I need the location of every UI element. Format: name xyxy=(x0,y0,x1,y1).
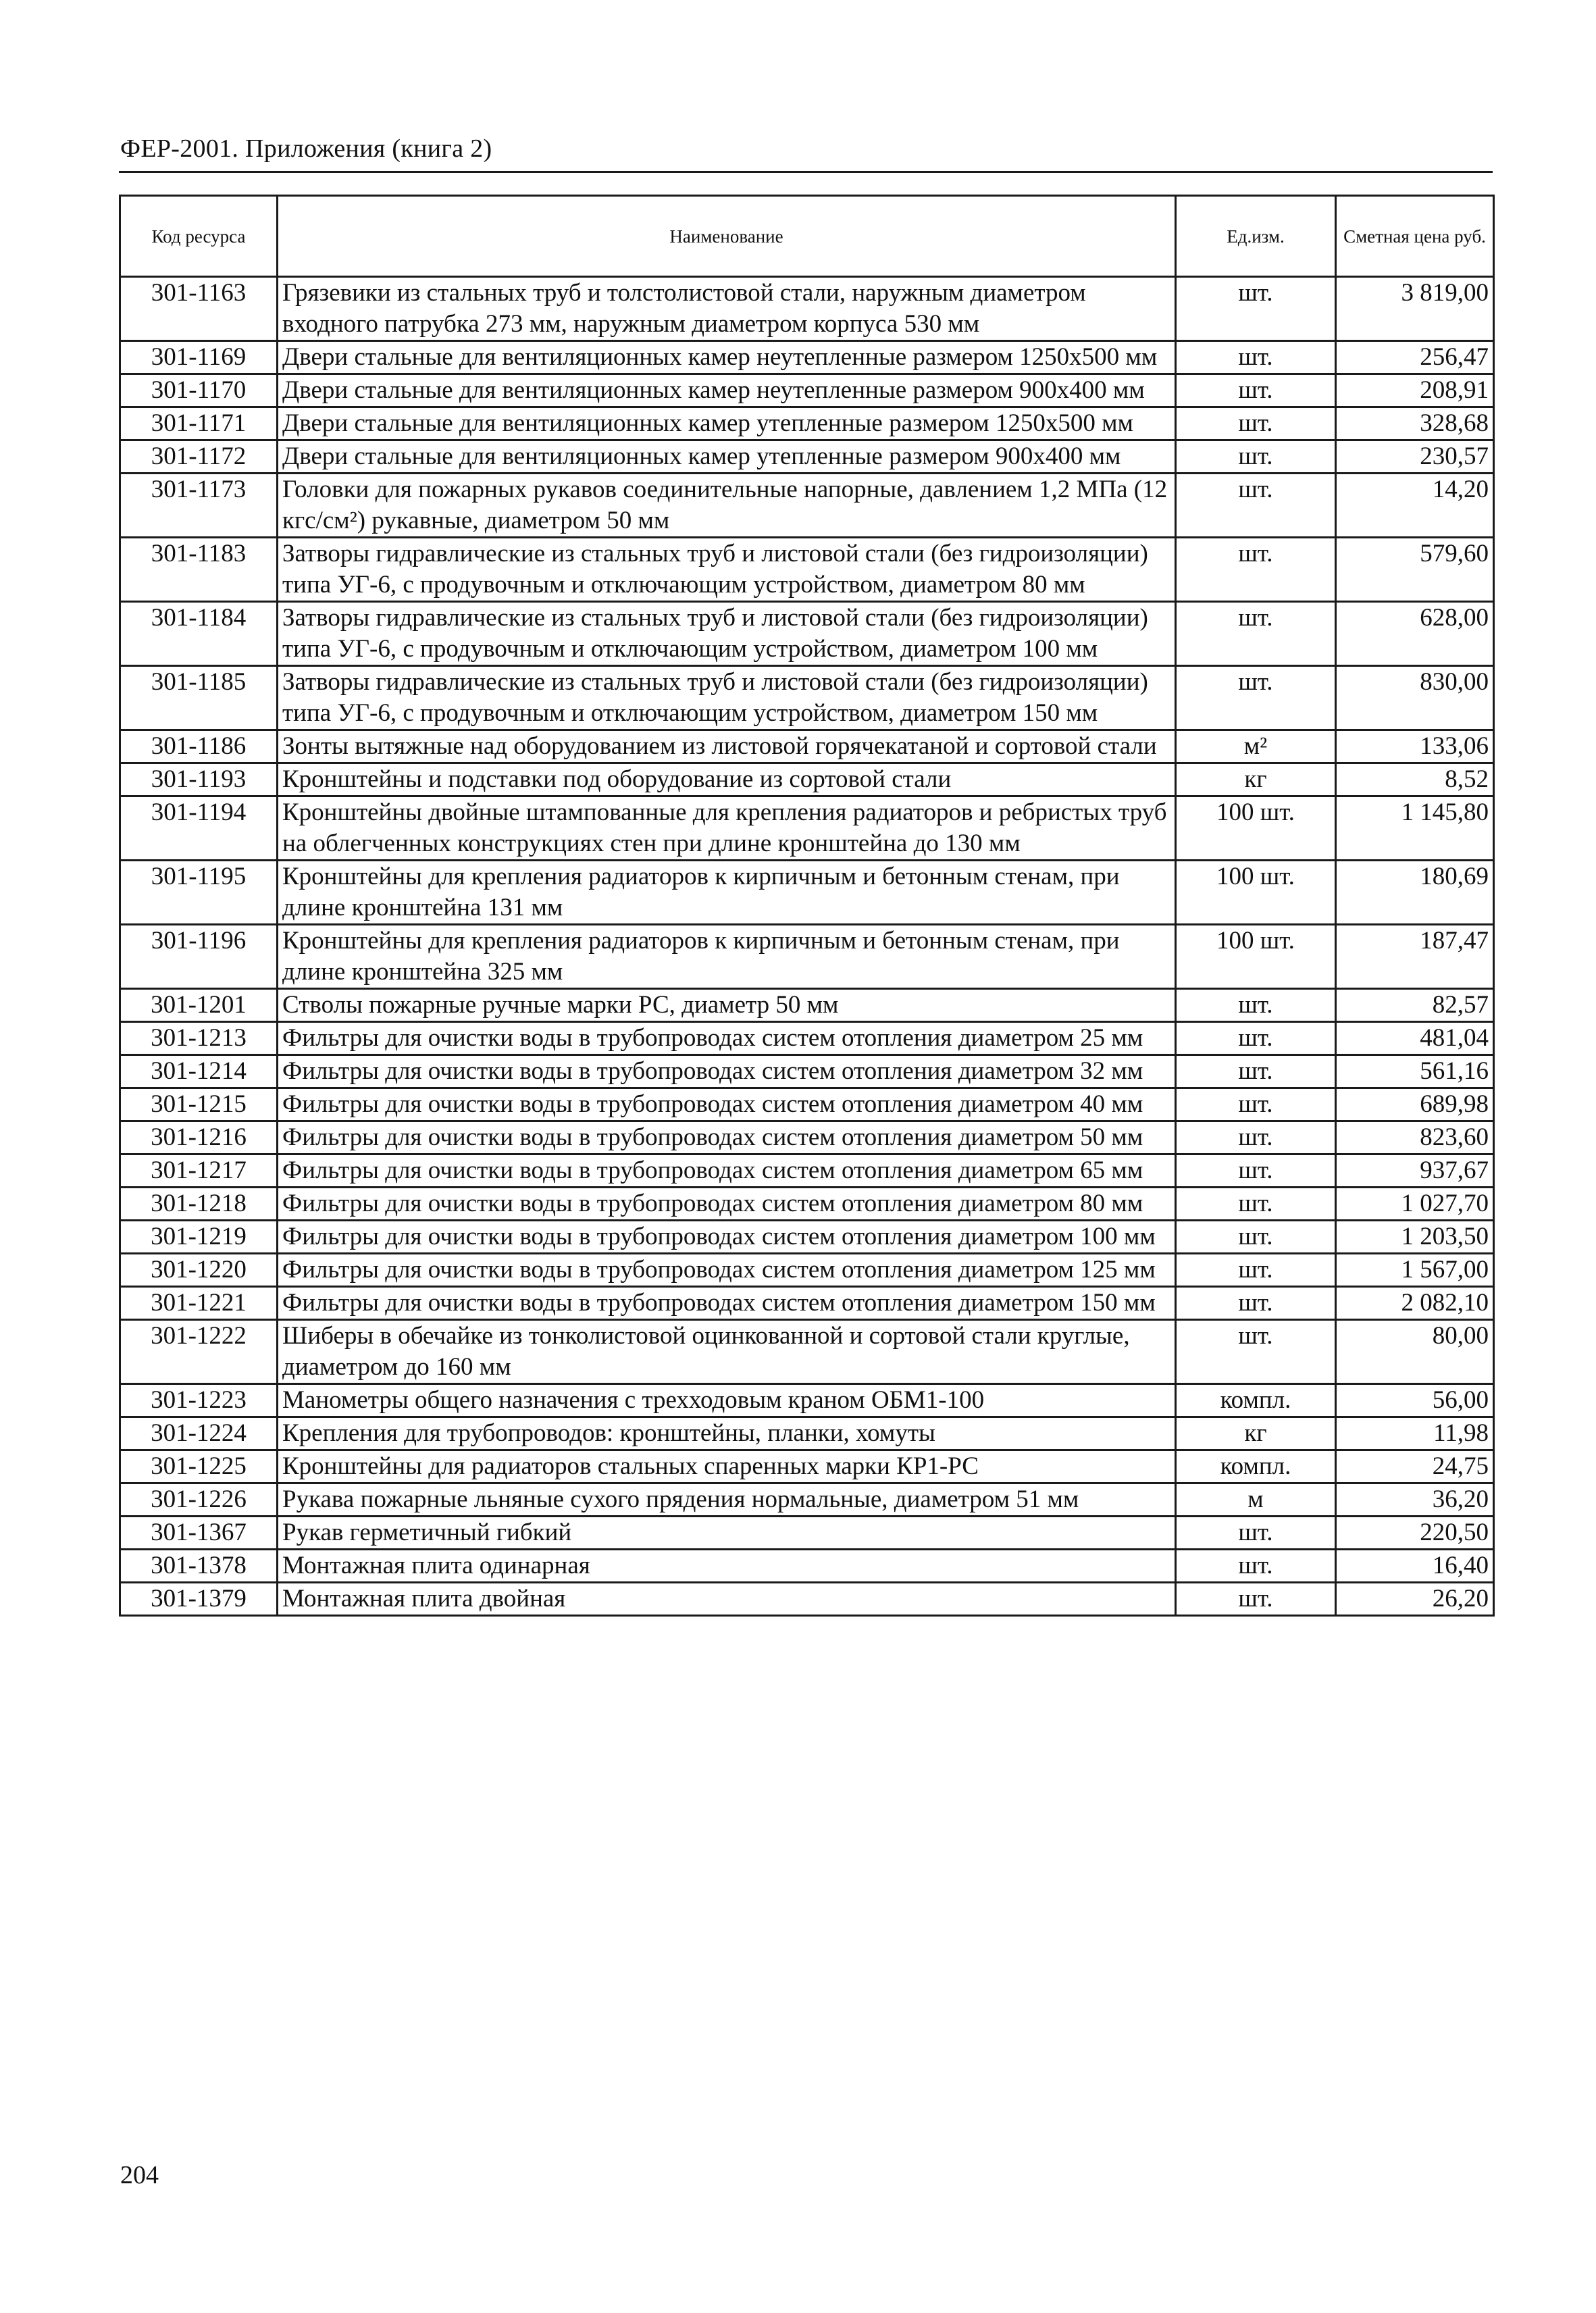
unit-cell: шт. xyxy=(1176,1088,1336,1121)
unit-cell: шт. xyxy=(1176,1121,1336,1154)
resource-code-cell: 301-1224 xyxy=(120,1417,278,1450)
resource-name-cell: Затворы гидравлические из стальных труб и листовой стали (без гидроизоляции) типа УГ-6, с продувочным и отключающим устройством, диаметром 150 мм xyxy=(278,666,1176,730)
resource-code-cell: 301-1214 xyxy=(120,1055,278,1088)
unit-cell: шт. xyxy=(1176,474,1336,538)
table-row xyxy=(120,602,1494,666)
resource-code-cell: 301-1169 xyxy=(120,341,278,374)
resource-code-cell: 301-1221 xyxy=(120,1287,278,1320)
resource-name-cell: Рукав герметичный гибкий xyxy=(278,1517,1176,1550)
resource-code-cell: 301-1223 xyxy=(120,1384,278,1417)
price-cell: 133,06 xyxy=(1336,730,1494,763)
price-cell: 230,57 xyxy=(1336,440,1494,474)
resource-name-cell: Головки для пожарных рукавов соединительные напорные, давлением 1,2 МПа (12 кгс/см²) рукавные, диаметром 50 мм xyxy=(278,474,1176,538)
unit-cell: шт. xyxy=(1176,1517,1336,1550)
table-row xyxy=(120,1417,1494,1450)
unit-cell: шт. xyxy=(1176,1154,1336,1188)
unit-cell: шт. xyxy=(1176,407,1336,440)
resource-name-cell: Фильтры для очистки воды в трубопроводах систем отопления диаметром 32 мм xyxy=(278,1055,1176,1088)
unit-cell: м xyxy=(1176,1483,1336,1517)
price-cell: 56,00 xyxy=(1336,1384,1494,1417)
unit-cell: шт. xyxy=(1176,666,1336,730)
price-cell: 24,75 xyxy=(1336,1450,1494,1483)
price-cell: 579,60 xyxy=(1336,538,1494,602)
table-row xyxy=(120,277,1494,341)
table-body xyxy=(120,277,1494,1616)
resource-name-cell: Монтажная плита одинарная xyxy=(278,1550,1176,1583)
unit-cell: 100 шт. xyxy=(1176,861,1336,925)
resource-code-cell: 301-1184 xyxy=(120,602,278,666)
unit-cell: шт. xyxy=(1176,1022,1336,1055)
resource-name-cell: Стволы пожарные ручные марки РС, диаметр 50 мм xyxy=(278,989,1176,1022)
price-cell: 1 203,50 xyxy=(1336,1221,1494,1254)
resource-name-cell: Кронштейны для крепления радиаторов к кирпичным и бетонным стенам, при длине кронштейна 325 мм xyxy=(278,925,1176,989)
table-row xyxy=(120,1287,1494,1320)
table-row xyxy=(120,374,1494,407)
resource-code-cell: 301-1226 xyxy=(120,1483,278,1517)
price-cell: 937,67 xyxy=(1336,1154,1494,1188)
table-row xyxy=(120,1154,1494,1188)
table-row xyxy=(120,1550,1494,1583)
unit-cell: шт. xyxy=(1176,1254,1336,1287)
table-row xyxy=(120,1022,1494,1055)
resource-name-cell: Кронштейны и подставки под оборудование из сортовой стали xyxy=(278,763,1176,796)
resource-name-cell: Затворы гидравлические из стальных труб и листовой стали (без гидроизоляции) типа УГ-6, с продувочным и отключающим устройством, диаметром 100 мм xyxy=(278,602,1176,666)
resource-name-cell: Фильтры для очистки воды в трубопроводах систем отопления диаметром 150 мм xyxy=(278,1287,1176,1320)
price-cell: 823,60 xyxy=(1336,1121,1494,1154)
resource-name-cell: Фильтры для очистки воды в трубопроводах систем отопления диаметром 40 мм xyxy=(278,1088,1176,1121)
resource-code-cell: 301-1219 xyxy=(120,1221,278,1254)
resource-name-cell: Манометры общего назначения с трехходовым краном ОБМ1-100 xyxy=(278,1384,1176,1417)
resource-code-cell: 301-1220 xyxy=(120,1254,278,1287)
resource-name-cell: Двери стальные для вентиляционных камер утепленные размером 900x400 мм xyxy=(278,440,1176,474)
table-row xyxy=(120,861,1494,925)
unit-cell: 100 шт. xyxy=(1176,796,1336,861)
resource-name-cell: Фильтры для очистки воды в трубопроводах систем отопления диаметром 125 мм xyxy=(278,1254,1176,1287)
table-row xyxy=(120,1384,1494,1417)
price-cell: 80,00 xyxy=(1336,1320,1494,1384)
resource-name-cell: Затворы гидравлические из стальных труб и листовой стали (без гидроизоляции) типа УГ-6, с продувочным и отключающим устройством, диаметром 80 мм xyxy=(278,538,1176,602)
table-row xyxy=(120,1450,1494,1483)
resource-name-cell: Кронштейны для крепления радиаторов к кирпичным и бетонным стенам, при длине кронштейна 131 мм xyxy=(278,861,1176,925)
resource-name-cell: Шиберы в обечайке из тонколистовой оцинкованной и сортовой стали круглые, диаметром до 160 мм xyxy=(278,1320,1176,1384)
resource-code-cell: 301-1193 xyxy=(120,763,278,796)
resource-code-cell: 301-1185 xyxy=(120,666,278,730)
unit-cell: шт. xyxy=(1176,1188,1336,1221)
resource-code-cell: 301-1170 xyxy=(120,374,278,407)
resource-code-cell: 301-1225 xyxy=(120,1450,278,1483)
resource-code-cell: 301-1163 xyxy=(120,277,278,341)
resource-code-cell: 301-1183 xyxy=(120,538,278,602)
resource-code-cell: 301-1201 xyxy=(120,989,278,1022)
resource-code-cell: 301-1186 xyxy=(120,730,278,763)
resource-name-cell: Фильтры для очистки воды в трубопроводах систем отопления диаметром 25 мм xyxy=(278,1022,1176,1055)
price-cell: 561,16 xyxy=(1336,1055,1494,1088)
resource-code-cell: 301-1379 xyxy=(120,1583,278,1616)
unit-cell: шт. xyxy=(1176,1550,1336,1583)
header-rule xyxy=(119,171,1493,173)
unit-cell: шт. xyxy=(1176,440,1336,474)
resource-name-cell: Двери стальные для вентиляционных камер неутепленные размером 1250x500 мм xyxy=(278,341,1176,374)
price-cell: 26,20 xyxy=(1336,1583,1494,1616)
page-header-title: ФЕР-2001. Приложения (книга 2) xyxy=(120,134,492,163)
resource-name-cell: Фильтры для очистки воды в трубопроводах систем отопления диаметром 65 мм xyxy=(278,1154,1176,1188)
resource-code-cell: 301-1172 xyxy=(120,440,278,474)
price-cell: 328,68 xyxy=(1336,407,1494,440)
column-header-code: Код ресурса xyxy=(120,196,278,277)
table-row xyxy=(120,1254,1494,1287)
unit-cell: шт. xyxy=(1176,602,1336,666)
column-header-unit: Ед.изм. xyxy=(1176,196,1336,277)
price-cell: 220,50 xyxy=(1336,1517,1494,1550)
resource-name-cell: Зонты вытяжные над оборудованием из листовой горячекатаной и сортовой стали xyxy=(278,730,1176,763)
unit-cell: шт. xyxy=(1176,1583,1336,1616)
table-row xyxy=(120,730,1494,763)
price-cell: 208,91 xyxy=(1336,374,1494,407)
table-row xyxy=(120,1121,1494,1154)
page-number: 204 xyxy=(120,2161,159,2189)
table-row xyxy=(120,1517,1494,1550)
table-row xyxy=(120,1188,1494,1221)
resource-code-cell: 301-1216 xyxy=(120,1121,278,1154)
unit-cell: шт. xyxy=(1176,341,1336,374)
table-row xyxy=(120,925,1494,989)
price-cell: 2 082,10 xyxy=(1336,1287,1494,1320)
unit-cell: шт. xyxy=(1176,1055,1336,1088)
price-cell: 1 027,70 xyxy=(1336,1188,1494,1221)
table-row xyxy=(120,763,1494,796)
price-cell: 830,00 xyxy=(1336,666,1494,730)
price-cell: 1 567,00 xyxy=(1336,1254,1494,1287)
resource-code-cell: 301-1217 xyxy=(120,1154,278,1188)
unit-cell: компл. xyxy=(1176,1450,1336,1483)
table-row xyxy=(120,1055,1494,1088)
price-cell: 1 145,80 xyxy=(1336,796,1494,861)
table-row xyxy=(120,666,1494,730)
price-cell: 8,52 xyxy=(1336,763,1494,796)
price-cell: 3 819,00 xyxy=(1336,277,1494,341)
resource-code-cell: 301-1173 xyxy=(120,474,278,538)
column-header-price: Сметная цена руб. xyxy=(1336,196,1494,277)
price-cell: 180,69 xyxy=(1336,861,1494,925)
price-cell: 481,04 xyxy=(1336,1022,1494,1055)
table-row xyxy=(120,1483,1494,1517)
resource-code-cell: 301-1196 xyxy=(120,925,278,989)
unit-cell: шт. xyxy=(1176,1221,1336,1254)
table-row xyxy=(120,440,1494,474)
unit-cell: шт. xyxy=(1176,374,1336,407)
price-cell: 14,20 xyxy=(1336,474,1494,538)
unit-cell: шт. xyxy=(1176,277,1336,341)
unit-cell: компл. xyxy=(1176,1384,1336,1417)
resource-name-cell: Грязевики из стальных труб и толстолистовой стали, наружным диаметром входного патрубка 273 мм, наружным диаметром корпуса 530 мм xyxy=(278,277,1176,341)
unit-cell: шт. xyxy=(1176,1287,1336,1320)
resource-code-cell: 301-1194 xyxy=(120,796,278,861)
table-row xyxy=(120,407,1494,440)
table-row xyxy=(120,341,1494,374)
unit-cell: кг xyxy=(1176,763,1336,796)
resource-name-cell: Двери стальные для вентиляционных камер утепленные размером 1250x500 мм xyxy=(278,407,1176,440)
table-row xyxy=(120,1221,1494,1254)
table-row xyxy=(120,1088,1494,1121)
resource-name-cell: Монтажная плита двойная xyxy=(278,1583,1176,1616)
resource-code-cell: 301-1367 xyxy=(120,1517,278,1550)
resource-code-cell: 301-1213 xyxy=(120,1022,278,1055)
resource-name-cell: Двери стальные для вентиляционных камер неутепленные размером 900x400 мм xyxy=(278,374,1176,407)
resource-code-cell: 301-1218 xyxy=(120,1188,278,1221)
price-cell: 16,40 xyxy=(1336,1550,1494,1583)
price-cell: 11,98 xyxy=(1336,1417,1494,1450)
resource-name-cell: Крепления для трубопроводов: кронштейны, планки, хомуты xyxy=(278,1417,1176,1450)
resource-code-cell: 301-1215 xyxy=(120,1088,278,1121)
unit-cell: шт. xyxy=(1176,1320,1336,1384)
table-row xyxy=(120,796,1494,861)
resource-code-cell: 301-1195 xyxy=(120,861,278,925)
table-row xyxy=(120,474,1494,538)
column-header-name: Наименование xyxy=(278,196,1176,277)
table-row xyxy=(120,1320,1494,1384)
unit-cell: кг xyxy=(1176,1417,1336,1450)
unit-cell: м² xyxy=(1176,730,1336,763)
price-cell: 689,98 xyxy=(1336,1088,1494,1121)
unit-cell: шт. xyxy=(1176,538,1336,602)
resource-code-cell: 301-1222 xyxy=(120,1320,278,1384)
table-row xyxy=(120,538,1494,602)
price-cell: 256,47 xyxy=(1336,341,1494,374)
resource-name-cell: Кронштейны двойные штампованные для крепления радиаторов и ребристых труб на облегченных конструкциях стен при длине кронштейна до 130 мм xyxy=(278,796,1176,861)
resource-name-cell: Кронштейны для радиаторов стальных спаренных марки КР1-РС xyxy=(278,1450,1176,1483)
resource-code-cell: 301-1378 xyxy=(120,1550,278,1583)
price-cell: 628,00 xyxy=(1336,602,1494,666)
unit-cell: шт. xyxy=(1176,989,1336,1022)
price-cell: 187,47 xyxy=(1336,925,1494,989)
table-row xyxy=(120,989,1494,1022)
table-header-row xyxy=(120,196,1494,277)
resource-name-cell: Фильтры для очистки воды в трубопроводах систем отопления диаметром 50 мм xyxy=(278,1121,1176,1154)
price-cell: 82,57 xyxy=(1336,989,1494,1022)
resource-name-cell: Рукава пожарные льняные сухого прядения нормальные, диаметром 51 мм xyxy=(278,1483,1176,1517)
resource-name-cell: Фильтры для очистки воды в трубопроводах систем отопления диаметром 100 мм xyxy=(278,1221,1176,1254)
table-row xyxy=(120,1583,1494,1616)
resource-price-table xyxy=(119,195,1495,1617)
resource-name-cell: Фильтры для очистки воды в трубопроводах систем отопления диаметром 80 мм xyxy=(278,1188,1176,1221)
unit-cell: 100 шт. xyxy=(1176,925,1336,989)
resource-code-cell: 301-1171 xyxy=(120,407,278,440)
price-cell: 36,20 xyxy=(1336,1483,1494,1517)
